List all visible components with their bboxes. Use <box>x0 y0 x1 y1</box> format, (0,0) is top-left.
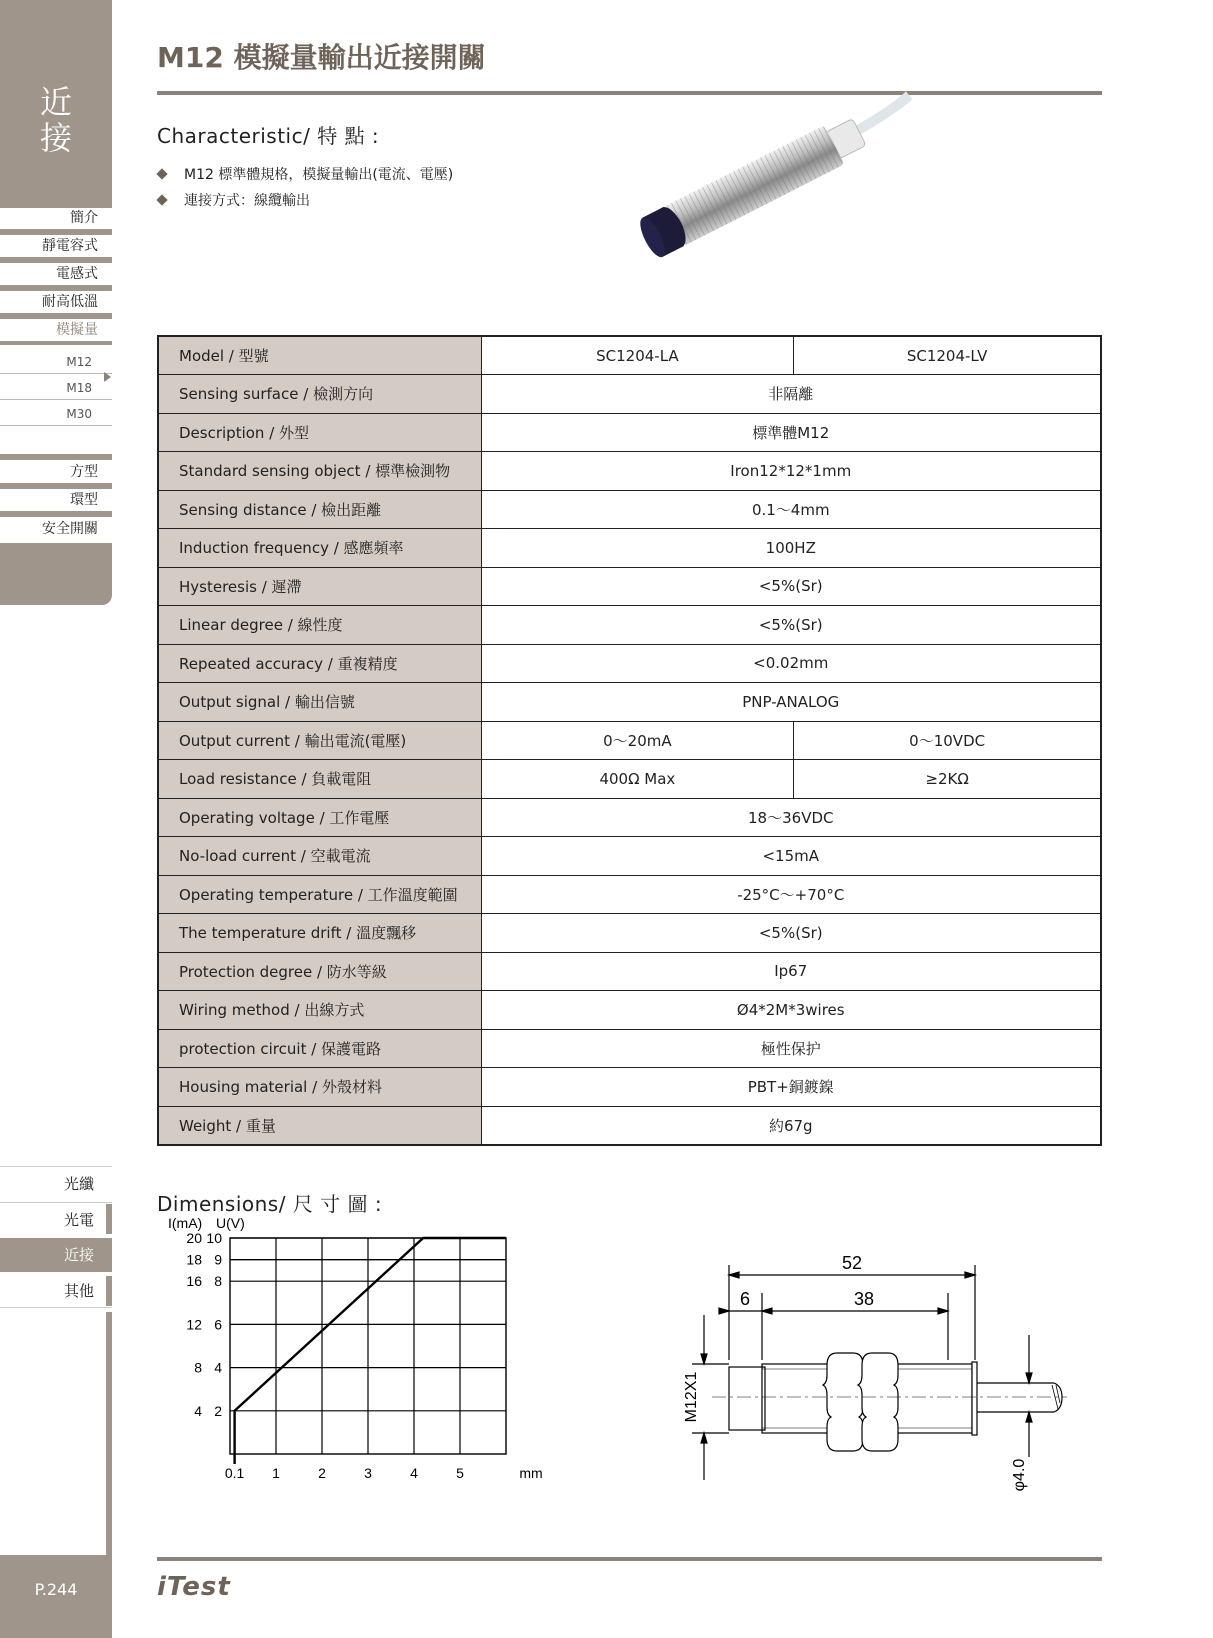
spec-label: No-load current / 空載電流 <box>158 837 481 876</box>
y-tick-label-voltage: 10 <box>206 1230 222 1246</box>
dim-cable: φ4.0 <box>1011 1458 1028 1492</box>
diamond-bullet-icon <box>156 168 167 179</box>
x-tick-label: 1 <box>272 1465 280 1481</box>
spec-value-col1: 0～20mA <box>481 721 794 760</box>
spec-value: 0.1～4mm <box>481 490 1101 529</box>
nav-item-ring[interactable]: 環型 <box>70 492 98 508</box>
x-tick-label: 5 <box>456 1465 464 1481</box>
y-tick-label-current: 16 <box>186 1273 202 1290</box>
product-image <box>630 115 950 295</box>
table-row <box>158 798 1101 837</box>
spec-label: Load resistance / 負載電阻 <box>158 760 481 799</box>
spec-label: Protection degree / 防水等級 <box>158 952 481 991</box>
spec-value: 標準體M12 <box>481 413 1101 452</box>
table-row <box>158 452 1101 491</box>
table-row <box>158 529 1101 568</box>
dimension-drawing <box>672 1245 1092 1505</box>
spec-value: -25°C～+70°C <box>481 875 1101 914</box>
dim-nose: 6 <box>739 1289 751 1309</box>
x-tick-label: 2 <box>318 1465 326 1481</box>
y-tick-label-current: 8 <box>194 1359 202 1376</box>
y-tick-label-current: 4 <box>194 1402 202 1419</box>
nav-item-high-low-temp[interactable]: 耐高低溫 <box>42 294 98 310</box>
spec-label: The temperature drift / 溫度飄移 <box>158 914 481 953</box>
table-row <box>158 1068 1101 1107</box>
spec-value: 非隔離 <box>481 375 1101 414</box>
y-tick-label-current: 18 <box>186 1251 202 1268</box>
spec-value: PNP-ANALOG <box>481 683 1101 722</box>
spec-label: Sensing surface / 檢測方向 <box>158 375 481 414</box>
spec-value: Ip67 <box>481 952 1101 991</box>
table-row <box>158 952 1101 991</box>
footer-rule <box>157 1557 1102 1561</box>
spec-label: Output current / 輸出電流(電壓) <box>158 721 481 760</box>
category-marker <box>106 1204 112 1234</box>
brand-logo: iTest <box>157 1572 231 1602</box>
spec-value: 極性保护 <box>481 1029 1101 1068</box>
nav-item-safety-switch[interactable]: 安全開關 <box>42 521 98 537</box>
spec-value: <0.02mm <box>481 644 1101 683</box>
spec-table <box>157 335 1102 1146</box>
page-number: P.244 <box>0 1555 112 1638</box>
spec-label: Repeated accuracy / 重複精度 <box>158 644 481 683</box>
table-row <box>158 1106 1101 1145</box>
table-row <box>158 875 1101 914</box>
spec-value-col1: 400Ω Max <box>481 760 794 799</box>
y-tick-label-current: 12 <box>186 1316 202 1333</box>
table-row <box>158 644 1101 683</box>
category-marker <box>106 1276 112 1306</box>
spec-value: 18～36VDC <box>481 798 1101 837</box>
y-tick-label-voltage: 8 <box>214 1273 222 1290</box>
header-rule <box>157 91 1102 95</box>
spec-value-col2: 0～10VDC <box>794 721 1101 760</box>
x-unit-label: mm <box>519 1465 543 1481</box>
category-proximity[interactable]: 近接 <box>0 1238 112 1272</box>
x-tick-label: 4 <box>410 1465 418 1481</box>
y-axis-label-current: I(mA) <box>168 1215 203 1231</box>
spec-value: 約67g <box>481 1106 1101 1145</box>
y-tick-label-voltage: 2 <box>214 1402 222 1419</box>
table-row <box>158 760 1101 799</box>
category-other[interactable]: 其他 <box>0 1274 112 1308</box>
sub-nav-m18[interactable]: M18 <box>0 376 112 400</box>
feature-text: 連接方式：線纜輸出 <box>184 193 310 209</box>
sidebar-edge <box>106 1312 112 1555</box>
spec-value: <5%(Sr) <box>481 606 1101 645</box>
sub-nav-m30[interactable]: M30 <box>0 402 112 426</box>
spec-value-col2: ≥2KΩ <box>794 760 1101 799</box>
table-header-row <box>158 336 1101 375</box>
feature-text: M12 標準體規格，模擬量輸出(電流、電壓) <box>184 167 454 183</box>
spec-value: PBT+銅鍍鎳 <box>481 1068 1101 1107</box>
table-row <box>158 567 1101 606</box>
spec-label: Wiring method / 出線方式 <box>158 991 481 1030</box>
table-row <box>158 606 1101 645</box>
spec-label: Sensing distance / 檢出距離 <box>158 490 481 529</box>
spec-label: Housing material / 外殼材料 <box>158 1068 481 1107</box>
output-line <box>235 1238 506 1464</box>
spec-label: Operating temperature / 工作溫度範圍 <box>158 875 481 914</box>
model-col2: SC1204-LV <box>794 336 1101 375</box>
spec-value: <5%(Sr) <box>481 914 1101 953</box>
dim-length: 52 <box>841 1253 863 1273</box>
spec-value: Ø4*2M*3wires <box>481 991 1101 1030</box>
table-row <box>158 490 1101 529</box>
nav-item-square[interactable]: 方型 <box>70 464 98 480</box>
nav-item-analog[interactable]: 模擬量 <box>56 322 98 338</box>
nav-item-inductive[interactable]: 電感式 <box>56 266 98 282</box>
table-row <box>158 837 1101 876</box>
category-fiber[interactable]: 光纖 <box>0 1166 112 1200</box>
spec-value: <15mA <box>481 837 1101 876</box>
table-row <box>158 914 1101 953</box>
spec-label: Operating voltage / 工作電壓 <box>158 798 481 837</box>
section-char-1: 近 <box>39 83 72 121</box>
sidebar-block <box>0 543 112 605</box>
nav-divider <box>0 511 112 517</box>
table-row <box>158 721 1101 760</box>
spec-label: Hysteresis / 遲滯 <box>158 567 481 606</box>
spec-label: Weight / 重量 <box>158 1106 481 1145</box>
x-tick-label: 3 <box>364 1465 372 1481</box>
table-row <box>158 375 1101 414</box>
table-row <box>158 991 1101 1030</box>
nav-divider <box>0 341 112 345</box>
model-col1: SC1204-LA <box>481 336 794 375</box>
dim-thread: M12X1 <box>683 1371 700 1423</box>
section-char-2: 接 <box>39 119 72 157</box>
dim-thread-length: 38 <box>853 1289 875 1309</box>
spec-label: Description / 外型 <box>158 413 481 452</box>
spec-value: Iron12*12*1mm <box>481 452 1101 491</box>
nav-divider <box>0 454 112 460</box>
spec-label: Linear degree / 線性度 <box>158 606 481 645</box>
model-label: Model / 型號 <box>158 336 481 375</box>
characteristic-heading: Characteristic/ 特 點 : <box>157 124 380 148</box>
table-row <box>158 683 1101 722</box>
category-photoelectric[interactable]: 光電 <box>0 1202 112 1236</box>
spec-label: Standard sensing object / 標準檢測物 <box>158 452 481 491</box>
y-tick-label-current: 20 <box>186 1230 202 1246</box>
nav-item-capacitive[interactable]: 靜電容式 <box>42 238 98 254</box>
y-tick-label-voltage: 4 <box>214 1359 222 1376</box>
diamond-bullet-icon <box>156 194 167 205</box>
nav-item-intro[interactable]: 簡介 <box>70 210 98 226</box>
dimensions-heading: Dimensions/ 尺 寸 圖 : <box>157 1192 383 1216</box>
table-row <box>158 1029 1101 1068</box>
spec-label: protection circuit / 保護電路 <box>158 1029 481 1068</box>
y-tick-label-voltage: 6 <box>214 1316 222 1333</box>
x-tick-label: 0.1 <box>224 1465 245 1481</box>
spec-label: Induction frequency / 感應頻率 <box>158 529 481 568</box>
y-axis-label-voltage: U(V) <box>216 1215 245 1231</box>
feature-item <box>158 190 310 210</box>
table-row <box>158 413 1101 452</box>
sidebar-section-header <box>0 0 112 208</box>
spec-value: 100HZ <box>481 529 1101 568</box>
y-tick-label-voltage: 9 <box>214 1251 222 1268</box>
sub-nav-m12[interactable]: M12 <box>0 350 112 374</box>
output-characteristic-chart <box>160 1215 560 1543</box>
page-title: M12 模擬量輸出近接開關 <box>157 41 486 74</box>
spec-value: <5%(Sr) <box>481 567 1101 606</box>
feature-item <box>158 164 453 184</box>
spec-label: Output signal / 輸出信號 <box>158 683 481 722</box>
